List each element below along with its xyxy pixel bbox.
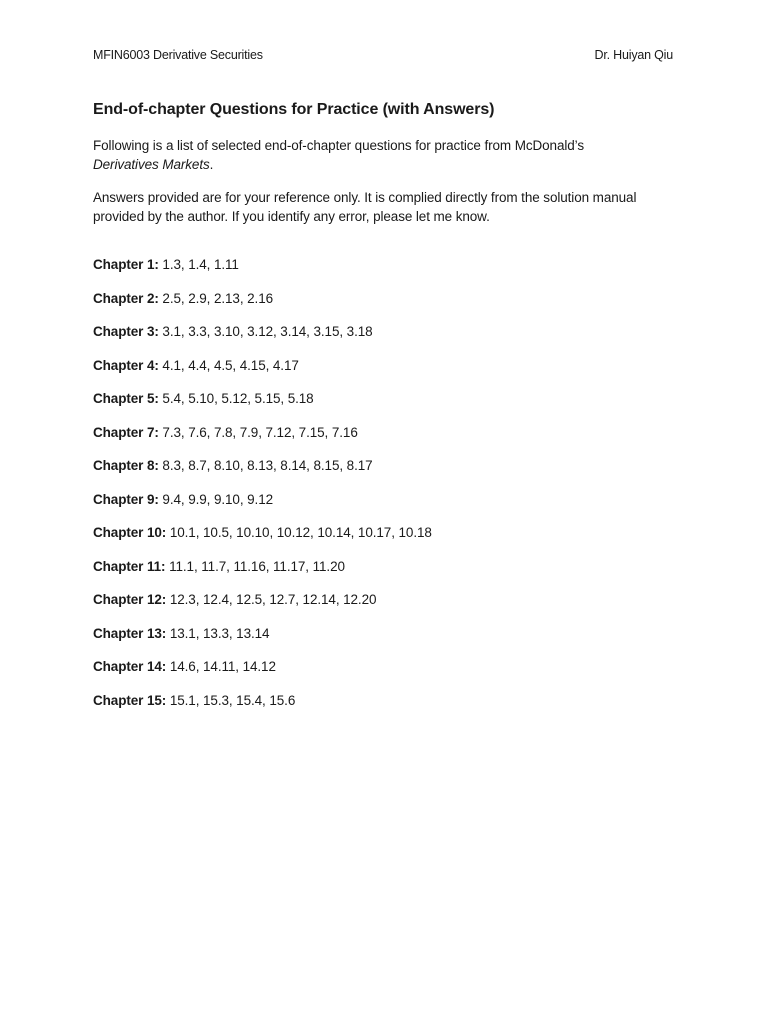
chapter-questions: 9.4, 9.9, 9.10, 9.12 bbox=[162, 491, 274, 507]
chapter-item bbox=[93, 389, 653, 423]
chapter-label: Chapter 7: bbox=[93, 424, 159, 440]
chapter-questions: 7.3, 7.6, 7.8, 7.9, 7.12, 7.15, 7.16 bbox=[162, 424, 358, 440]
chapter-label: Chapter 12: bbox=[93, 592, 167, 607]
chapter-item bbox=[93, 624, 653, 658]
chapter-label: Chapter 8: bbox=[93, 458, 159, 473]
note-paragraph: Answers provided are for your reference only. It is complied directly from the solution manual provided by the author. If you identify any error, please let me know. bbox=[93, 190, 637, 224]
book-title: Derivatives Markets bbox=[93, 157, 210, 172]
chapter-list bbox=[93, 255, 653, 724]
chapter-item bbox=[93, 423, 653, 457]
book-title-suffix: . bbox=[209, 157, 214, 172]
chapter-questions: 5.4, 5.10, 5.12, 5.15, 5.18 bbox=[162, 391, 314, 406]
chapter-questions: 1.3, 1.4, 1.11 bbox=[162, 257, 239, 272]
chapter-item bbox=[93, 657, 653, 691]
chapter-label: Chapter 11: bbox=[93, 558, 166, 574]
chapter-item bbox=[93, 255, 653, 289]
chapter-label: Chapter 4: bbox=[93, 357, 159, 373]
chapter-questions: 2.5, 2.9, 2.13, 2.16 bbox=[162, 290, 274, 306]
chapter-item bbox=[93, 691, 653, 725]
chapter-label: Chapter 14: bbox=[93, 659, 167, 674]
chapter-label: Chapter 2: bbox=[93, 290, 159, 306]
document-title: End-of-chapter Questions for Practice (with Answers) bbox=[93, 101, 495, 118]
chapter-item bbox=[93, 289, 653, 323]
chapter-label: Chapter 13: bbox=[93, 625, 167, 641]
chapter-label: Chapter 10: bbox=[93, 525, 167, 540]
chapter-label: Chapter 9: bbox=[93, 491, 159, 507]
intro-text: Following is a list of selected end-of-chapter questions for practice from McDonald’s bbox=[93, 138, 584, 153]
chapter-questions: 8.3, 8.7, 8.10, 8.13, 8.14, 8.15, 8.17 bbox=[162, 458, 373, 473]
instructor-name: Dr. Huiyan Qiu bbox=[594, 48, 673, 62]
chapter-questions: 13.1, 13.3, 13.14 bbox=[169, 625, 270, 641]
chapter-label: Chapter 15: bbox=[93, 692, 167, 708]
chapter-questions: 3.1, 3.3, 3.10, 3.12, 3.14, 3.15, 3.18 bbox=[162, 324, 373, 339]
chapter-questions: 10.1, 10.5, 10.10, 10.12, 10.14, 10.17, 10.18 bbox=[169, 525, 432, 540]
chapter-item bbox=[93, 322, 653, 356]
intro-paragraph bbox=[93, 136, 673, 174]
chapter-questions: 14.6, 14.11, 14.12 bbox=[169, 659, 276, 674]
chapter-item bbox=[93, 523, 653, 557]
chapter-questions: 12.3, 12.4, 12.5, 12.7, 12.14, 12.20 bbox=[169, 592, 377, 607]
chapter-label: Chapter 1: bbox=[93, 257, 159, 272]
chapter-item bbox=[93, 456, 653, 490]
chapter-item bbox=[93, 590, 653, 624]
chapter-questions: 4.1, 4.4, 4.5, 4.15, 4.17 bbox=[162, 357, 299, 373]
page-header bbox=[93, 46, 673, 64]
course-name: MFIN6003 Derivative Securities bbox=[93, 48, 263, 62]
chapter-item bbox=[93, 356, 653, 390]
chapter-item bbox=[93, 557, 653, 591]
chapter-questions: 11.1, 11.7, 11.16, 11.17, 11.20 bbox=[169, 558, 345, 574]
chapter-item bbox=[93, 490, 653, 524]
chapter-label: Chapter 3: bbox=[93, 324, 159, 339]
chapter-label: Chapter 5: bbox=[93, 391, 159, 406]
chapter-questions: 15.1, 15.3, 15.4, 15.6 bbox=[169, 692, 296, 708]
